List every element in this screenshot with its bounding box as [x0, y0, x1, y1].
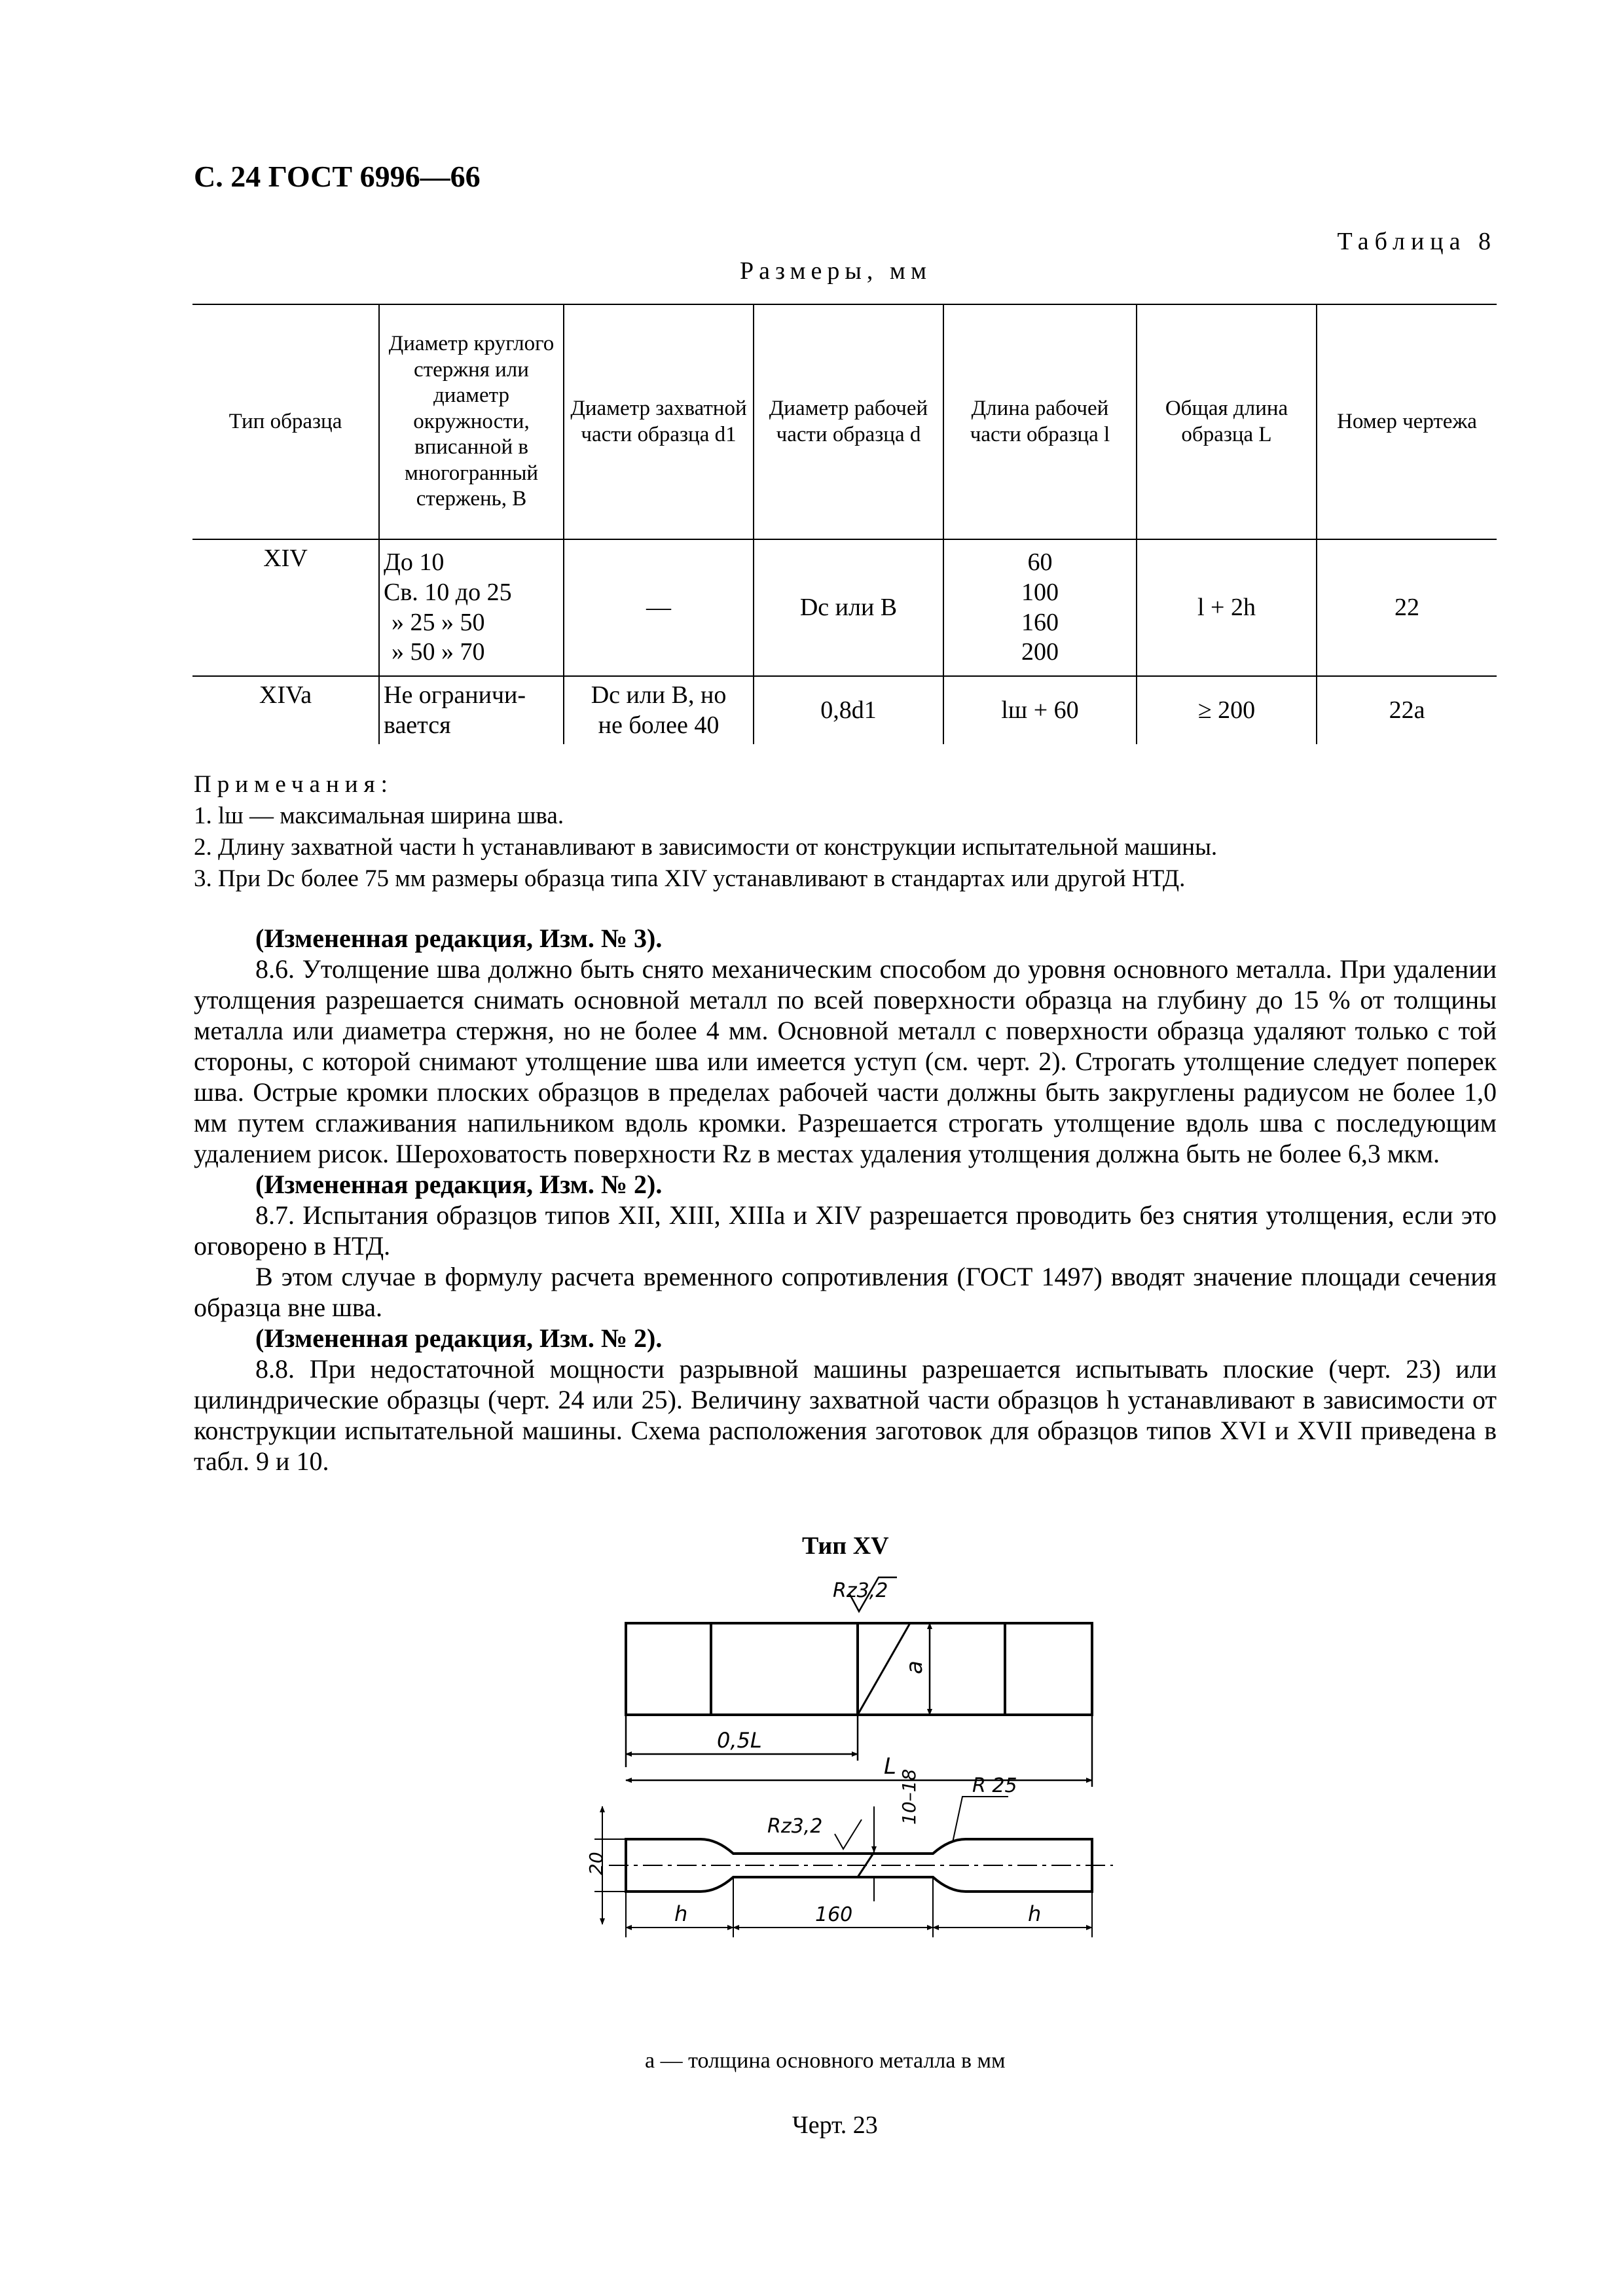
rz-label: Rz3,2 [833, 1579, 888, 1602]
cell-line: не более 40 [598, 711, 720, 739]
paragraph: (Измененная редакция, Изм. № 3). [255, 924, 663, 953]
cell-work-diameter: 0,8d1 [754, 676, 943, 744]
radius-label: R 25 [972, 1774, 1017, 1797]
paragraph: (Измененная редакция, Изм. № 2). [255, 1170, 663, 1199]
cell-line: » 25 » 50 [392, 608, 485, 636]
specimen-table [192, 304, 1497, 744]
cell-grip: — [564, 539, 754, 676]
half-l-label: 0,5L [717, 1728, 762, 1753]
figure-label: Черт. 23 [792, 2111, 878, 2139]
paragraph: В этом случае в формулу расчета временного сопротивления (ГОСТ 1497) вводят значение площади сечения образца вне шва. [194, 1262, 1497, 1322]
drawing-caption: a — толщина основного металла в мм [645, 2049, 1006, 2073]
note-item: 2. Длину захватной части h устанавливают в зависимости от конструкции испытательной машины. [194, 834, 1218, 861]
cell-diameter [379, 539, 564, 676]
col-header: Номер чертежа [1317, 304, 1497, 539]
h-left-label: h [674, 1901, 688, 1926]
paragraph: 8.8. При недостаточной мощности разрывной машины разрешается испытывать плоские (черт. 23) или цилиндрические образцы (черт. 24 или 25). Величину захватной части образцов h устанавливают в зависимости от конструкции испытательной машины. Схема расположения заготовок для образцов типов XVI и XVII приведена в табл. 9 и 10. [194, 1354, 1497, 1476]
cell-line: 160 [1021, 608, 1059, 636]
cell-diameter [379, 676, 564, 744]
h-right-label: h [1028, 1901, 1042, 1926]
cell-work-diameter: Dc или B [754, 539, 943, 676]
notes [194, 769, 1497, 895]
cell-grip [564, 676, 754, 744]
sizes-label: Размеры, мм [740, 257, 932, 285]
cell-line: вается [384, 711, 451, 739]
notes-title: Примечания: [194, 771, 393, 798]
paragraph: 8.6. Утолщение шва должно быть снято механическим способом до уровня основного металла. При удалении утолщения разрешается снимать основной металл по всей поверхности образца на глубину до 15 % от толщины металла или диаметра стержня, но не более 4 мм. Основной металл с поверхности образца удаляют только с той стороны, с которой снимают утолщение шва или имеется уступ (см. черт. 2). Строгать утолщение следует поперек шва. Острые кромки плоских образцов в пределах рабочей части должны быть закруглены радиусом не более 1,0 мм путем сглаживания напильником вдоль кромки. Разрешается строгать утолщение вдоль шва с последующим удалением рисок. Шероховатость поверхности Rz в местах удаления утолщения должна быть не более 6,3 мкм. [194, 954, 1497, 1168]
table-row [192, 676, 1497, 744]
table-label: Таблица 8 [1337, 228, 1497, 255]
cell-total-length: l + 2h [1137, 539, 1317, 676]
rz-label: Rz3,2 [767, 1815, 823, 1838]
cell-type: XIV [192, 539, 379, 676]
cell-line: Не ограничи- [384, 681, 526, 709]
width-range-label: 10–18 [898, 1768, 920, 1825]
col-header: Диаметр рабочей части образца d [754, 304, 943, 539]
col-header: Длина рабочей части образца l [943, 304, 1137, 539]
col-header: Общая длина образца L [1137, 304, 1317, 539]
height-label: 20 [585, 1852, 607, 1875]
cell-drawing: 22a [1317, 676, 1497, 744]
paragraph: 8.7. Испытания образцов типов XII, XIII, XIIIa и XIV разрешается проводить без снятия утолщения, если это оговорено в НТД. [194, 1200, 1497, 1261]
cell-line: 60 [1027, 548, 1053, 577]
length-label: 160 [815, 1903, 853, 1926]
note-item: 1. lш — максимальная ширина шва. [194, 802, 564, 829]
cell-line: 100 [1021, 578, 1059, 606]
drawing-title: Тип XV [802, 1532, 889, 1560]
cell-drawing: 22 [1317, 539, 1497, 676]
body-text [194, 923, 1497, 1477]
a-label: a [902, 1660, 928, 1674]
cell-work-length: lш + 60 [943, 676, 1137, 744]
col-header: Диаметр круглого стержня или диаметр окружности, вписанной в многогранный стержень, B [379, 304, 564, 539]
cell-line: » 50 » 70 [392, 638, 485, 666]
cell-line: До 10 [384, 548, 445, 577]
specimen-drawing [576, 1571, 1139, 2029]
col-header: Тип образца [192, 304, 379, 539]
cell-line: Dc или B, но [591, 681, 727, 709]
page-header: С. 24 ГОСТ 6996—66 [194, 160, 481, 193]
l-label: L [884, 1753, 896, 1780]
cell-line: 200 [1021, 638, 1059, 666]
note-item: 3. При Dc более 75 мм размеры образца типа XIV устанавливают в стандартах или другой НТД. [194, 865, 1186, 892]
table-row [192, 539, 1497, 676]
paragraph: (Измененная редакция, Изм. № 2). [255, 1323, 663, 1353]
top-view [626, 1623, 1092, 1715]
cell-work-length [943, 539, 1137, 676]
cell-total-length: ≥ 200 [1137, 676, 1317, 744]
cell-type: XIVa [192, 676, 379, 744]
table-header-row [192, 304, 1497, 539]
cell-line: Св. 10 до 25 [384, 578, 512, 606]
col-header: Диаметр захватной части образца d1 [564, 304, 754, 539]
